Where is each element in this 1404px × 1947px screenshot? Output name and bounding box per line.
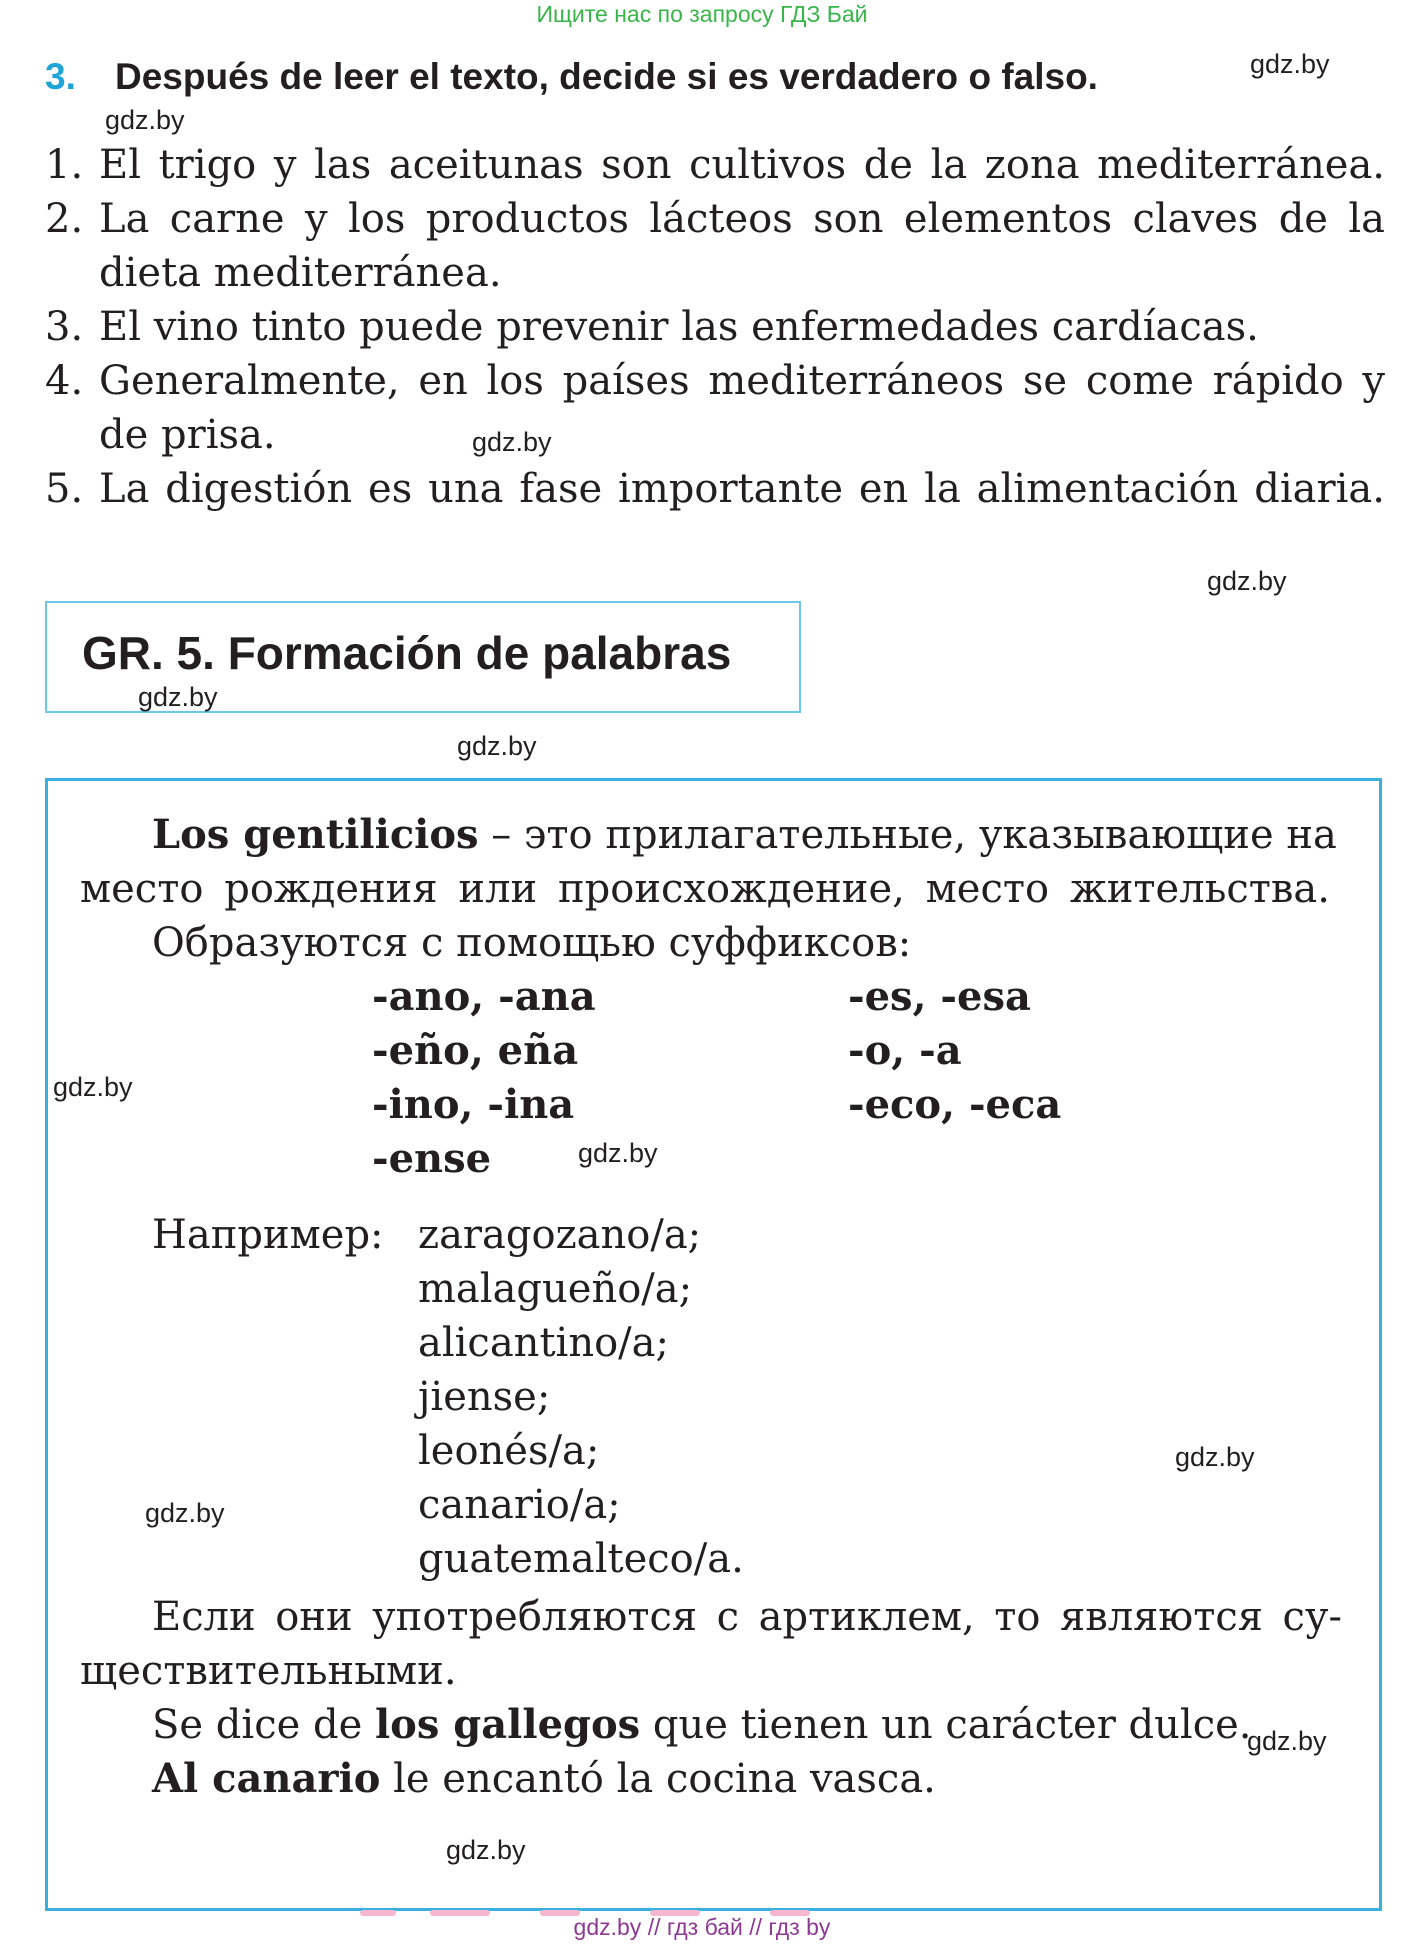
example-malagueno: malagueño/a; — [418, 1266, 693, 1312]
example-guatemalteco: guatemalteco/a. — [418, 1536, 744, 1582]
example-sentence-1 — [152, 1698, 1252, 1752]
watermark: gdz.by — [472, 427, 552, 457]
formation-intro: Образуются с помощью суффиксов: — [152, 920, 912, 966]
exercise-item-1 — [45, 138, 1385, 192]
definition-text: – это прилагательные, указывающие на — [478, 812, 1337, 858]
suffix-es: -es, -esa — [848, 973, 1031, 1020]
sentence-2-post: le encantó la cocina vasca. — [380, 1756, 936, 1802]
suffix-o: -o, -a — [848, 1027, 962, 1074]
example-alicantino: alicantino/a; — [418, 1320, 669, 1366]
example-sentence-2 — [152, 1752, 936, 1806]
item-text-line-1: La carne y los productos lácteos son elementos claves de la — [99, 196, 1385, 242]
watermark: gdz.by — [1250, 49, 1330, 79]
top-banner: Ищите нас по запросу ГДЗ Бай — [536, 1, 868, 27]
exercise-number: 3. — [45, 56, 76, 97]
footer-links: gdz.by // гдз бай // гдз by — [573, 1914, 831, 1940]
watermark: gdz.by — [446, 1835, 526, 1865]
example-label: Например: — [152, 1212, 384, 1258]
suffix-ense: -ense — [372, 1135, 492, 1182]
suffix-eno: -eño, eña — [372, 1027, 579, 1074]
sentence-1-post: que tienen un carácter dulce. — [640, 1702, 1252, 1748]
sentence-1-bold: los gallegos — [374, 1701, 641, 1748]
item-text-line-2: de prisa. — [99, 412, 276, 458]
article-note-line-1: Если они употребляются с артиклем, то являются су- — [152, 1594, 1342, 1640]
watermark: gdz.by — [1175, 1442, 1255, 1472]
watermark: gdz.by — [578, 1138, 658, 1168]
example-zaragozano: zaragozano/a; — [418, 1212, 702, 1258]
item-text: El trigo y las aceitunas son cultivos de la zona mediterránea. — [99, 142, 1385, 188]
rule-definition-line-1 — [152, 808, 1337, 862]
section-title: GR. 5. Formación de palabras — [82, 627, 732, 679]
item-number: 1. — [45, 142, 84, 188]
exercise-item-4 — [45, 354, 1385, 462]
suffix-eco: -eco, -eca — [848, 1081, 1062, 1128]
item-text-line-2: dieta mediterránea. — [99, 250, 502, 296]
watermark: gdz.by — [105, 105, 185, 135]
watermark: gdz.by — [457, 731, 537, 761]
sentence-2-bold: Al canario — [152, 1755, 381, 1802]
sentence-1-pre: Se dice de — [152, 1702, 375, 1748]
watermark: gdz.by — [1247, 1726, 1327, 1756]
exercise-item-2 — [45, 192, 1385, 300]
watermark: gdz.by — [53, 1072, 133, 1102]
watermark: gdz.by — [138, 682, 218, 712]
example-canario: canario/a; — [418, 1482, 621, 1528]
item-text: La digestión es una fase importante en la alimentación diaria. — [99, 466, 1385, 512]
exercise-item-5 — [45, 462, 1385, 516]
item-number: 3. — [45, 304, 84, 350]
item-number: 4. — [45, 358, 84, 404]
term-gentilicios: Los gentilicios — [152, 811, 479, 858]
watermark: gdz.by — [1207, 566, 1287, 596]
exercise-item-3 — [45, 300, 1385, 354]
rule-definition-line-2: место рождения или происхождение, место жительства. — [80, 866, 1330, 912]
article-note-line-2: ществительными. — [80, 1648, 457, 1694]
suffix-ino: -ino, -ina — [372, 1081, 575, 1128]
exercise-title: Después de leer el texto, decide si es verdadero o falso. — [115, 56, 1098, 97]
example-jiense: jiense; — [418, 1374, 551, 1420]
item-text: El vino tinto puede prevenir las enfermedades cardíacas. — [99, 304, 1259, 350]
example-leones: leonés/a; — [418, 1428, 600, 1474]
item-text-line-1: Generalmente, en los países mediterráneos se come rápido y — [99, 358, 1385, 404]
suffix-ano: -ano, -ana — [372, 973, 596, 1020]
watermark: gdz.by — [145, 1498, 225, 1528]
item-number: 2. — [45, 196, 84, 242]
item-number: 5. — [45, 466, 84, 512]
